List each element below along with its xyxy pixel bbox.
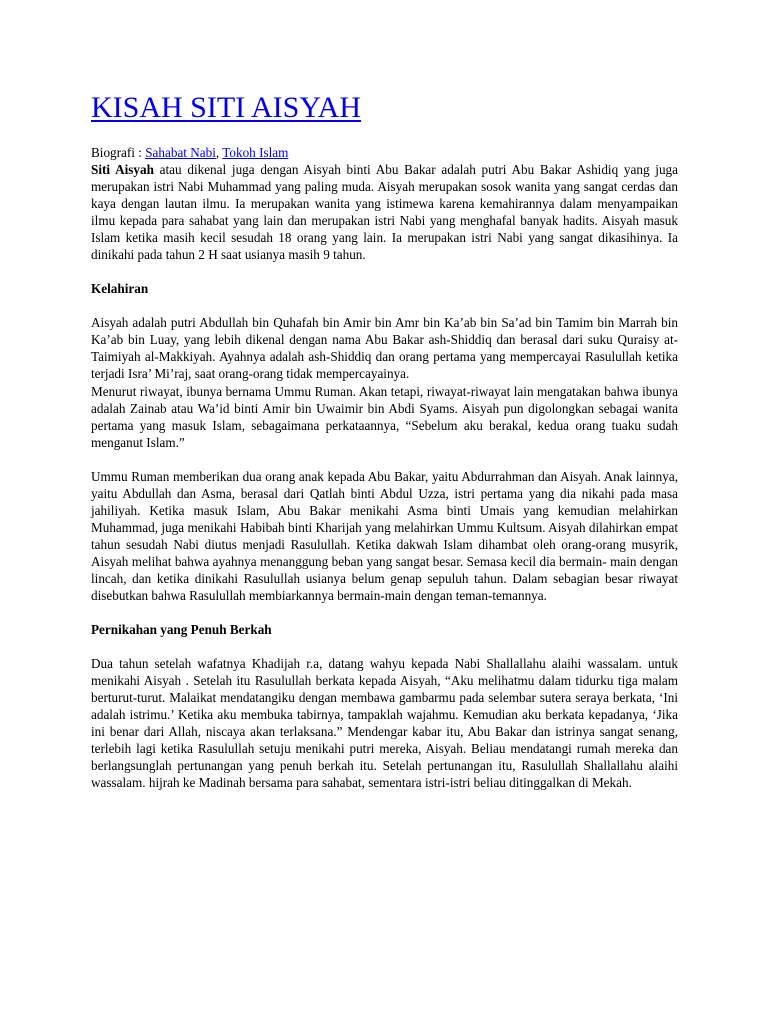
paragraph-kelahiran-3: Ummu Ruman memberikan dua orang anak kepada Abu Bakar, yaitu Abdurrahman dan Aisyah. Anak lainnya, yaitu Abdullah dan Asma, berasal dari Qatlah binti Abdul Uzza, istri pertama yang dia nikahi pada masa jahiliyah. Ketika masuk Islam, Abu Bakar menikahi Asma binti Umais yang kemudian melahirkan Muhammad, juga menikahi Habibah binti Kharijah yang melahirkan Ummu Kultsum. Aisyah dilahirkan empat tahun sesudah Nabi diutus menjadi Rasulullah. Ketika dakwah Islam dihambat oleh orang-orang musyrik, Aisyah melihat bahwa ayahnya menanggung beban yang sangat besar. Semasa kecil dia bermain- main dengan lincah, dan ketika dinikahi Rasulullah usianya belum genap sepuluh tahun. Dalam sebagian besar riwayat disebutkan bahwa Rasulullah membiarkannya bermain-main dengan teman-temannya.	[91, 468, 678, 604]
section-heading-kelahiran: Kelahiran	[91, 281, 149, 297]
bio-prefix: Biografi :	[91, 145, 146, 160]
paragraph-kelahiran-2: Menurut riwayat, ibunya bernama Ummu Ruman. Akan tetapi, riwayat-riwayat lain mengatakan bahwa ibunya adalah Zainab atau Wa’id binti Amir bin Uwaimir bin Abdi Syams. Aisyah pun digolongkan sebagai wanita pertama yang masuk Islam, sebagaimana perkataannya, “Sebelum aku berakal, kedua orang tuaku sudah menganut Islam.”	[91, 383, 678, 450]
link-tokoh-islam[interactable]: Tokoh Islam	[222, 145, 289, 160]
link-sahabat-nabi[interactable]: Sahabat Nabi	[145, 145, 216, 160]
paragraph-pernikahan: Dua tahun setelah wafatnya Khadijah r.a, datang wahyu kepada Nabi Shallallahu alaihi wassalam. untuk menikahi Aisyah . Setelah itu Rasulullah berkata kepada Aisyah, “Aku melihatmu dalam tidurku tiga malam berturut-turut. Malaikat mendatangiku dengan membawa gambarmu pada selembar sutera seraya berkata, ‘Ini adalah istrimu.’ Ketika aku membuka tabirnya, tampaklah wajahmu. Kemudian aku berkata kepadanya, ‘Jika ini benar dari Allah, niscaya akan terlaksana.” Mendengar kabar itu, Abu Bakar dan istrinya sangat senang, terlebih lagi ketika Rasulullah setuju menikahi putri mereka, Aisyah. Beliau mendatangi rumah mereka dan berlangsunglah pertunangan yang penuh berkah itu. Setelah pertunangan itu, Rasulullah Shallallahu alaihi wassalam. hijrah ke Madinah bersama para sahabat, sementara istri-istri beliau ditinggalkan di Mekah.	[91, 656, 678, 791]
section-heading-pernikahan: Pernikahan yang Penuh Berkah	[91, 622, 272, 638]
page-title[interactable]: KISAH SITI AISYAH	[91, 91, 362, 124]
intro-text: atau dikenal juga dengan Aisyah binti Abu Bakar adalah putri Abu Bakar Ashidiq yang juga merupakan istri Nabi Muhammad yang paling muda. Aisyah merupakan sosok wanita yang sangat cerdas dan kaya dengan lautan ilmu. Ia merupakan wanita yang istimewa karena kemahirannya dalam menyampaikan ilmu kepada para sahabat yang lain dan merupakan istri Nabi yang menghafal banyak hadits. Aisyah masuk Islam ketika masih kecil sesudah 18 orang yang lain. Ia merupakan istri Nabi yang sangat dikasihinya. Ia dinikahi pada tahun 2 H saat usianya masih 9 tahun.	[91, 162, 678, 263]
intro-name: Siti Aisyah	[91, 162, 154, 178]
intro-paragraph	[91, 161, 678, 263]
bio-separator: ,	[215, 145, 223, 160]
biography-categories	[91, 144, 678, 161]
paragraph-kelahiran-1: Aisyah adalah putri Abdullah bin Quhafah bin Amir bin Amr bin Ka’ab bin Sa’ad bin Tamim bin Marrah bin Ka’ab bin Luay, yang lebih dikenal dengan nama Abu Bakar ash-Shiddiq dan berasal dari suku Quraisy at-Taimiyah al-Makkiyah. Ayahnya adalah ash-Shiddiq dan orang pertama yang mempercayai Rasulullah ketika terjadi Isra’ Mi’raj, saat orang-orang tidak mempercayainya.	[91, 315, 678, 382]
